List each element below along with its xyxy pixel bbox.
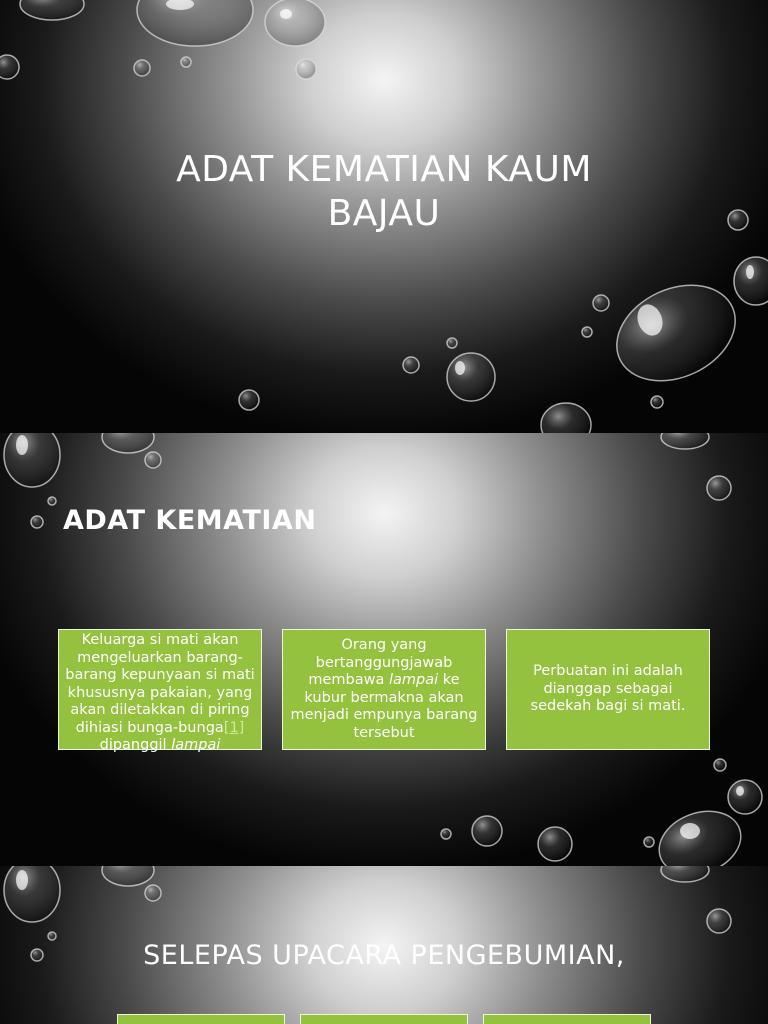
footnote-link[interactable]: [1] [223,719,245,736]
title-line-1: ADAT KEMATIAN KAUM [176,149,592,190]
info-box-carrier [282,629,486,750]
info-box [483,1014,651,1024]
info-box-charity [506,629,710,750]
slide-selepas-pengebumian [0,866,768,1024]
section-heading: ADAT KEMATIAN [63,505,317,536]
section-heading: SELEPAS UPACARA PENGEBUMIAN, [143,940,625,971]
box2-text: Orang yang bertanggungjawab membawa [308,637,453,688]
slide-adat-kematian [0,433,768,866]
box1-italic-term: lampai [171,737,221,754]
title-line-2: BAJAU [327,193,441,234]
box2-text-after: ke kubur bermakna akan menjadi empunya barang tersebut [290,672,478,741]
info-box-text [65,632,255,755]
box3-text: Perbuatan ini adalah dianggap sebagai sedekah bagi si mati. [530,663,686,715]
box1-text-after: dipanggil [99,737,172,754]
info-box-lampai-items [58,629,262,754]
info-box [300,1014,468,1024]
box1-text: Keluarga si mati akan mengeluarkan barang-barang kepunyaan si mati khususnya pakaian, yang akan diletakkan di piring dihiasi bunga-bunga [65,632,255,736]
slide-title-text [0,148,768,236]
info-box [117,1014,285,1024]
info-box-text [289,637,479,742]
slide-title [0,0,768,433]
box2-italic-term: lampai [389,672,439,688]
